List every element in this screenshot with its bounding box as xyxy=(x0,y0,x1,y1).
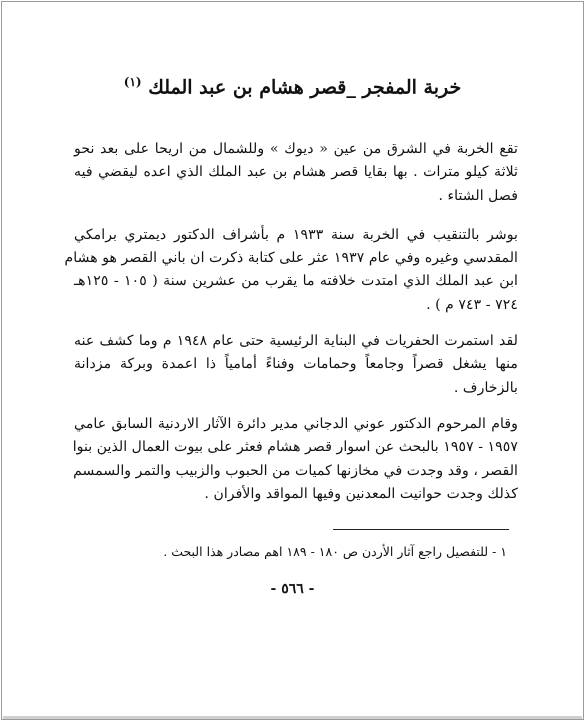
page-title xyxy=(72,68,513,101)
paragraph-line: فصل الشتاء . xyxy=(438,187,518,204)
page-bottom-edge xyxy=(3,716,582,719)
paragraph-line: لقد استمرت الحفريات في البناية الرئيسية حتى عام ١٩٤٨ م وما كشف عنه xyxy=(74,333,518,350)
page-title-text: خربة المفجر _قصر هشام بن عبد الملك xyxy=(148,76,462,99)
paragraph-line: بوشر بالتنقيب في الخربة سنة ١٩٣٣ م بأشراف الدكتور ديمتري برامكي xyxy=(74,226,519,243)
paragraph-2 xyxy=(64,224,519,317)
paragraph-line: ٧٢٤ - ٧٤٣ م ) . xyxy=(426,296,518,313)
paragraph-3 xyxy=(74,330,518,400)
paragraph-4 xyxy=(74,413,518,506)
footnote-divider xyxy=(333,529,509,530)
paragraph-line: ١٩٥٧ - ١٩٥٧ بالبحث عن اسوار قصر هشام فعثر على بيوت العمال الذين بنوا xyxy=(72,439,518,456)
paragraph-line: بالزخارف . xyxy=(453,379,518,396)
paragraph-line: ابن عبد الملك الذي امتدت خلافته ما يقرب من عشرين سنة ( ١٠٥ - ١٢٥هـ xyxy=(74,273,518,290)
paragraph-line: ثلاثة كيلو مترات . بها بقايا قصر هشام بن عبد الملك الذي اعده ليقضي فيه xyxy=(74,164,518,181)
page-frame xyxy=(1,1,584,720)
page-number: - ٥٦٦ - xyxy=(270,581,315,597)
paragraph-line: منها يشغل قصراً وجامعاً وحمامات وفناءً أمامياً ذا اعمدة وبركة مزدانة xyxy=(74,356,518,373)
paragraph-line: وقام المرحوم الدكتور عوني الدجاني مدير دائرة الآثار الاردنية السابق عامي xyxy=(74,415,518,432)
footnote: ١ - للتفصيل راجع آثار الأردن ص ١٨٠ - ١٨٩ اهم مصادر هذا البحث . xyxy=(163,544,507,559)
paragraph-line: تقع الخربة في الشرق من عين « ديوك » وللشمال من اريحا على بعد نحو xyxy=(74,141,518,157)
body-text xyxy=(64,138,519,519)
paragraph-1 xyxy=(74,138,518,208)
paragraph-line: القصر ، وقد وجدت في مخازنها كميات من الحبوب والزبيب والتمر والسمسم xyxy=(73,462,518,479)
paragraph-line: كذلك وجدت حوانيت المعدنين وفيها المواقد والأفران . xyxy=(204,485,518,502)
title-footnote-marker: (١) xyxy=(123,75,142,89)
paragraph-line: المقدسي وغيره وفي عام ١٩٣٧ عثر على كتابة ذكرت ان باني القصر هو هشام xyxy=(64,250,518,267)
